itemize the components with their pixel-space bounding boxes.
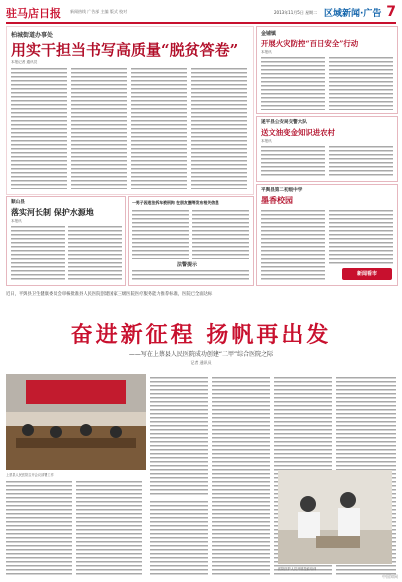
article-body bbox=[261, 56, 325, 110]
intro-paragraph: 近日，平舆县卫生健康委员会审核批准县人民医院创建国家三级医院医疗服务能力推荐标准，医院已全面达标 bbox=[6, 292, 213, 297]
article-byline: 本报讯 bbox=[11, 219, 22, 223]
watermark: 中国知网 bbox=[382, 574, 398, 579]
article-byline: 本报记者 通讯员 bbox=[11, 60, 38, 64]
article-body bbox=[11, 225, 65, 282]
photo-meeting bbox=[6, 374, 146, 470]
article-body bbox=[132, 269, 249, 282]
issue-date: 2013年11月5日 星期二 bbox=[274, 10, 318, 15]
article-body bbox=[132, 209, 189, 259]
section-name: 区域新闻·广告 bbox=[324, 9, 382, 19]
news-badge: 新闻看市 bbox=[342, 268, 392, 280]
feature-body-col5 bbox=[6, 480, 72, 576]
article-body-col2 bbox=[71, 67, 127, 189]
article-body bbox=[192, 209, 249, 259]
article-body bbox=[261, 145, 325, 178]
feature-body-col6 bbox=[76, 480, 142, 576]
article-headline: 墨香校园 bbox=[261, 195, 293, 205]
feature-body-col2 bbox=[212, 376, 270, 576]
photo-meeting-caption: 上蔡县人民医院召开会议部署工作 bbox=[6, 473, 54, 477]
article-kicker: 遂平县公安局交警大队 bbox=[261, 120, 307, 125]
photo-training-caption: 医院医护人员开展技能培训 bbox=[278, 567, 317, 571]
newspaper-title: 驻马店日报 bbox=[6, 7, 61, 20]
article-body bbox=[261, 209, 325, 281]
article-subhead: 法警提示 bbox=[177, 262, 198, 268]
article-left-mid bbox=[6, 196, 126, 286]
article-body bbox=[329, 209, 393, 265]
article-kicker: 平舆县第二初级中学 bbox=[261, 188, 303, 193]
article-byline: 本报讯 bbox=[261, 50, 272, 54]
article-headline: 一男子因违法拆车被刑拘 在朋友圈等发布相关信息 bbox=[132, 200, 219, 205]
feature-body-col7 bbox=[150, 500, 208, 576]
article-body-col4 bbox=[191, 67, 247, 189]
article-mid-right bbox=[256, 116, 398, 182]
page-number: 7 bbox=[386, 4, 396, 20]
article-top-left bbox=[6, 26, 254, 195]
article-body bbox=[329, 56, 393, 110]
feature-body-col1 bbox=[150, 376, 208, 496]
banner-subtitle: ——写在上蔡县人民医院成功创建“二甲”综合医院之际 bbox=[128, 351, 274, 358]
article-body bbox=[329, 145, 393, 178]
article-top-right bbox=[256, 26, 398, 114]
photo-meeting-image bbox=[6, 374, 146, 470]
masthead-meta: 新闻热线 广告部 主编 版式 校对 bbox=[70, 9, 128, 14]
article-kicker: 金铺镇 bbox=[261, 31, 277, 37]
masthead bbox=[6, 4, 396, 24]
article-headline: 用实干担当书写高质量“脱贫答卷” bbox=[11, 41, 239, 59]
photo-training-image bbox=[278, 470, 392, 564]
photo-training bbox=[278, 470, 392, 564]
banner-byline: 记者 通讯员 bbox=[190, 360, 212, 365]
article-byline: 本报讯 bbox=[261, 139, 272, 143]
article-headline: 落实河长制 保护水源地 bbox=[11, 207, 94, 217]
article-body-col3 bbox=[131, 67, 187, 189]
article-body-col1 bbox=[11, 67, 67, 189]
article-headline: 开展火灾防控“百日安全”行动 bbox=[261, 39, 359, 48]
article-center-mid bbox=[128, 196, 254, 286]
article-body bbox=[68, 225, 122, 282]
banner-title: 奋进新征程 扬帆再出发 bbox=[70, 322, 332, 348]
feature-banner bbox=[6, 316, 396, 372]
article-kicker: 柏城街道办事处 bbox=[11, 32, 54, 39]
article-headline: 送文油变金知识进农村 bbox=[261, 128, 335, 137]
article-kicker: 顺山县 bbox=[11, 200, 25, 205]
